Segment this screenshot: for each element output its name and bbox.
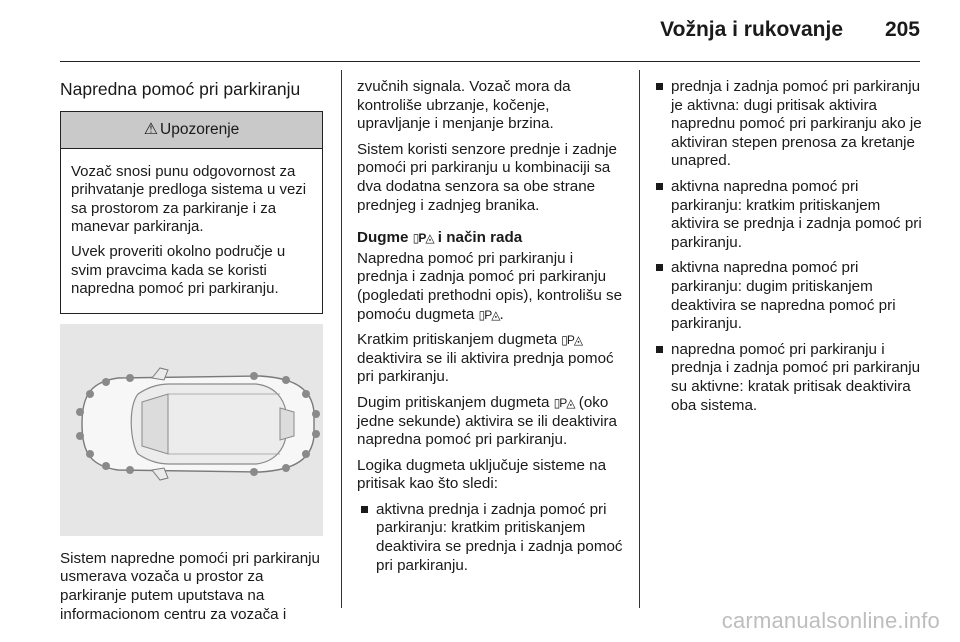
sensor-dot bbox=[126, 466, 134, 474]
paragraph-text: Napredna pomoć pri parkiranju i prednja i zadnja pomoć pri parkiranju (pogledati prethodni opis), kontrolišu se pomoću dugmeta bbox=[357, 249, 623, 323]
subheading-text: i način rada bbox=[437, 229, 523, 247]
sensor-dot bbox=[126, 374, 134, 382]
paragraph-text: Dugim pritiskanjem dugmeta bbox=[357, 393, 550, 411]
sensor-dot bbox=[86, 390, 94, 398]
park-assist-button-icon: ▯P◬ bbox=[412, 231, 434, 246]
park-assist-button-icon: ▯P◬ bbox=[478, 307, 500, 322]
warning-box bbox=[60, 111, 323, 314]
bullet-list bbox=[359, 501, 625, 575]
warning-header bbox=[61, 112, 322, 149]
paragraph: zvučnih signala. Vozač mora da kontroliše ubrzanje, kočenje, upravljanje i menjanje brzina. bbox=[357, 78, 571, 133]
paragraph-text: deaktivira se ili aktivira prednja pomoć pri parkiranju. bbox=[357, 349, 614, 386]
paragraph: Napredna pomoć pri parkiranju i prednja i zadnja pomoć pri parkiranju (pogledati prethodni opis), kontrolišu se pomoću dugmeta ▯P◬. bbox=[357, 249, 623, 323]
sensor-dot bbox=[250, 468, 258, 476]
sensor-dot bbox=[282, 464, 290, 472]
page-number: 205 bbox=[884, 18, 920, 41]
paragraph: Logika dugmeta uključuje sisteme na pritisak kao što sledi: bbox=[357, 456, 607, 493]
intro-paragraph: Sistem napredne pomoći pri parkiranju usmerava vozača u prostor za parkiranje putem uputstava na informacionom centru za vozača i bbox=[60, 549, 321, 623]
sensor-dot bbox=[282, 376, 290, 384]
warning-title: Upozorenje bbox=[160, 120, 240, 138]
sensor-dot bbox=[250, 372, 258, 380]
sensor-dot bbox=[102, 462, 110, 470]
column-divider-1 bbox=[341, 70, 342, 608]
park-assist-button-icon: ▯P◬ bbox=[553, 395, 575, 410]
paragraph: Sistem koristi senzore prednje i zadnje pomoći pri parkiranju u kombinaciji sa dva dodatna senzora sa obe strane prednjeg i zadnjeg branika. bbox=[357, 140, 617, 214]
list-item: aktivna napredna pomoć pri parkiranju: kratkim pritiskanjem aktivira se prednja i zadnja pomoć pri parkiranju. bbox=[654, 178, 924, 252]
chapter-title: Vožnja i rukovanje bbox=[660, 18, 843, 41]
header-rule bbox=[60, 61, 920, 62]
warning-paragraph: Uvek proveriti okolno područje u svim pravcima kada se koristi napredna pomoć pri parkiranju. bbox=[71, 242, 286, 298]
paragraph bbox=[357, 331, 625, 387]
column-3 bbox=[654, 78, 924, 422]
sensor-dot bbox=[102, 378, 110, 386]
column-1 bbox=[60, 70, 325, 631]
sensor-dot bbox=[302, 390, 310, 398]
subheading-button-mode bbox=[357, 229, 625, 248]
column-2 bbox=[357, 78, 625, 582]
list-item: aktivna prednja i zadnja pomoć pri parkiranju: kratkim pritiskanjem deaktivira se prednja i zadnja pomoć pri parkiranju. bbox=[359, 501, 625, 575]
park-assist-button-icon: ▯P◬ bbox=[561, 333, 583, 348]
paragraph-text: (oko jedne sekunde) aktivira se ili deaktivira napredna pomoć pri parkiranju. bbox=[357, 393, 618, 449]
paragraph bbox=[357, 394, 625, 450]
sensor-dot bbox=[312, 430, 320, 438]
list-item: napredna pomoć pri parkiranju i prednja i zadnja pomoć pri parkiranju su aktivne: kratak pritisak deaktivira oba sistema. bbox=[654, 341, 924, 415]
car-top-view-illustration bbox=[60, 324, 323, 536]
sensor-dot bbox=[302, 450, 310, 458]
sensor-dot bbox=[76, 432, 84, 440]
list-item: prednja i zadnja pomoć pri parkiranju je aktivna: dugi pritisak aktivira naprednu pomoć pri parkiranju ako je aktiviran stepen prenosa za kretanje unapred. bbox=[654, 78, 924, 171]
page-header bbox=[0, 0, 960, 64]
sensor-dot bbox=[312, 410, 320, 418]
car-sensor-figure bbox=[60, 324, 323, 536]
list-item: aktivna napredna pomoć pri parkiranju: dugim pritiskanjem deaktivira se napredna pomoć pri parkiranju. bbox=[654, 259, 924, 333]
warning-paragraph: Vozač snosi punu odgovornost za prihvatanje predloga sistema u vezi sa prostorom za parkiranje i za manevar parkiranja. bbox=[71, 162, 307, 236]
column-divider-2 bbox=[639, 70, 640, 608]
bullet-list bbox=[654, 78, 924, 415]
section-title: Napredna pomoć pri parkiranju bbox=[60, 79, 301, 99]
warning-icon: ⚠ bbox=[143, 120, 159, 138]
sensor-dot bbox=[76, 408, 84, 416]
watermark: carmanualsonline.info bbox=[721, 608, 940, 633]
sensor-dot bbox=[86, 450, 94, 458]
paragraph-text: Kratkim pritiskanjem dugmeta bbox=[357, 331, 558, 349]
warning-body bbox=[61, 149, 322, 313]
subheading-text: Dugme bbox=[357, 229, 409, 247]
